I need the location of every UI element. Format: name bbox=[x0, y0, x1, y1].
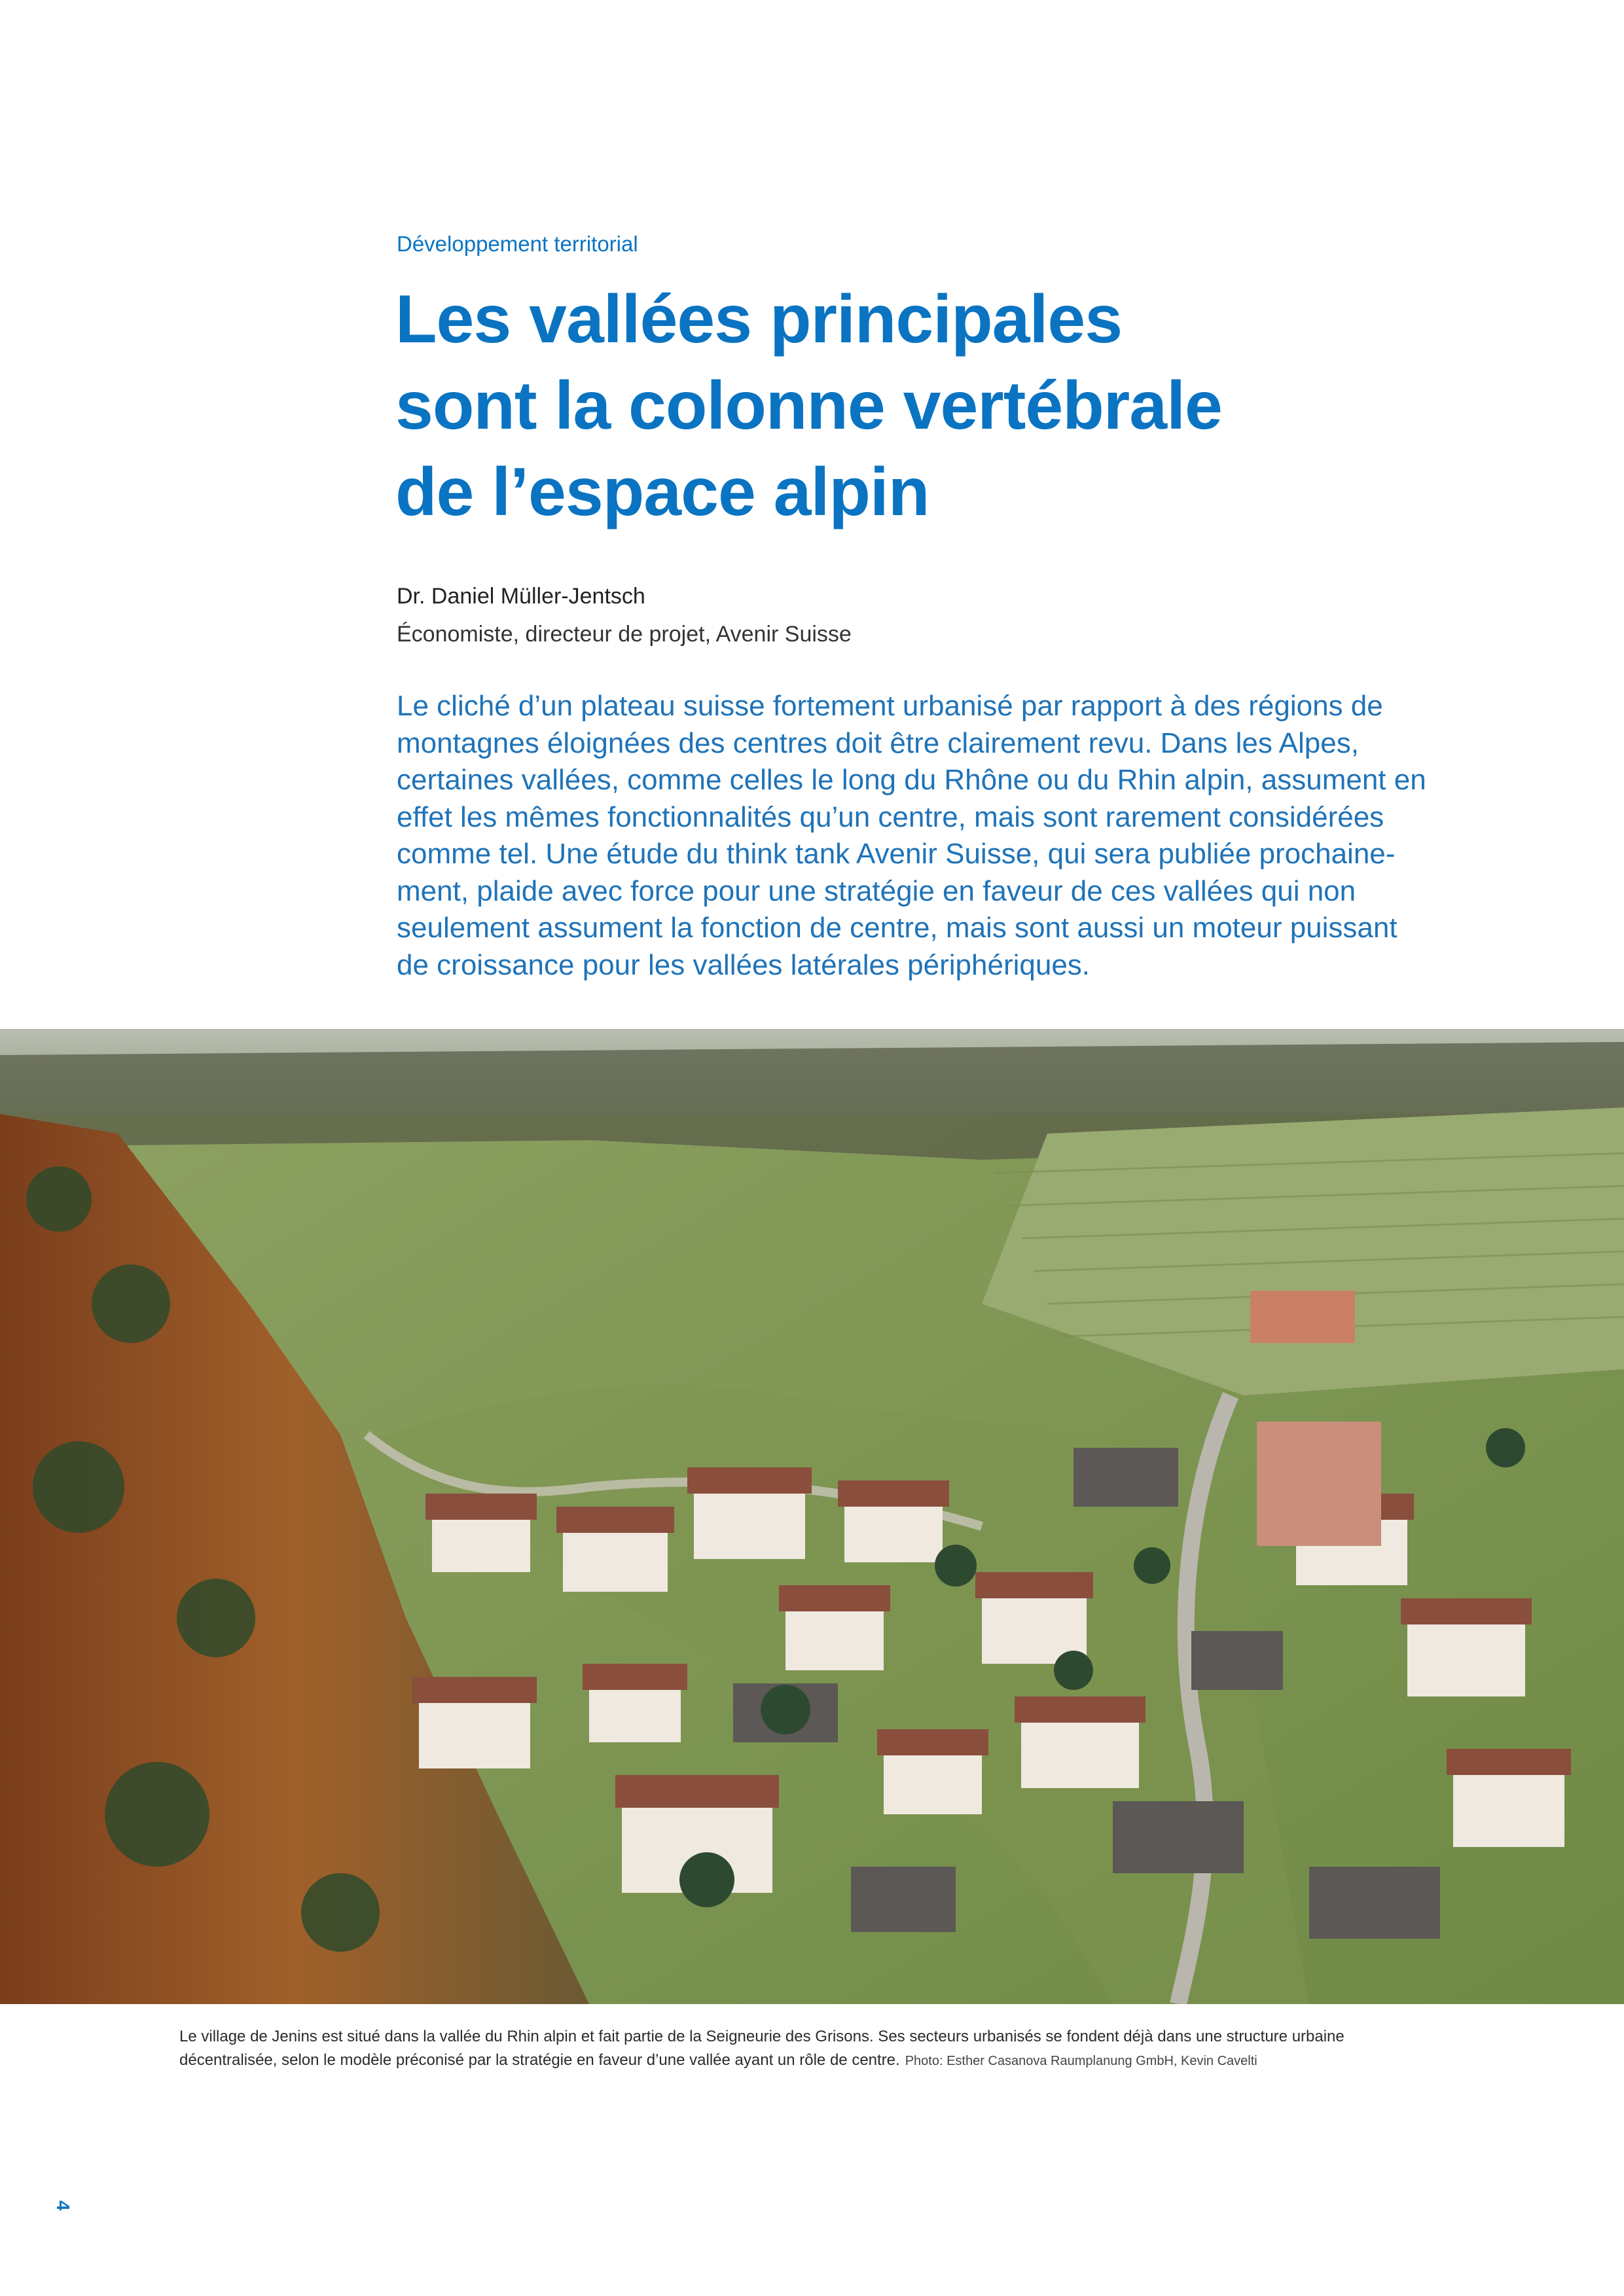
caption-line: Le village de Jenins est situé dans la vallée du Rhin alpin et fait partie de la Seigneurie des Grisons. Ses secteurs urbanisés se fondent déjà dans une structure urbaine bbox=[179, 2028, 1344, 2045]
lead-line: Le cliché d’un plateau suisse fortement urbanisé par rapport à des régions de bbox=[397, 690, 1383, 722]
pink-apartment-building bbox=[1257, 1422, 1381, 1546]
lead-line: seulement assument la fonction de centre, mais sont aussi un moteur puissant bbox=[397, 912, 1398, 944]
lead-line: effet les mêmes fonctionnalités qu’un centre, mais sont rarement considérées bbox=[397, 800, 1384, 833]
photo-illustration bbox=[0, 1029, 1624, 2004]
photo-credit: Photo: Esther Casanova Raumplanung GmbH, Kevin Cavelti bbox=[905, 2054, 1257, 2068]
section-label: Développement territorial bbox=[397, 232, 638, 256]
lead-line: ment, plaide avec force pour une stratégie en faveur de ces vallées qui non bbox=[397, 874, 1356, 907]
lead-line: montagnes éloignées des centres doit être clairement revu. Dans les Alpes, bbox=[397, 726, 1359, 759]
photo-caption bbox=[179, 2025, 1462, 2073]
lead-line: certaines vallées, comme celles le long du Rhône ou du Rhin alpin, assument en bbox=[397, 764, 1426, 796]
lead-paragraph bbox=[397, 688, 1431, 984]
page-number: 4 bbox=[53, 2200, 73, 2211]
author-name: Dr. Daniel Müller-Jentsch bbox=[397, 584, 645, 609]
title-line: sont la colonne vertébrale bbox=[395, 368, 1222, 444]
caption-line-2: décentralisée, selon le modèle préconisé par la stratégie en faveur d’une vallée ayant un rôle de centre. bbox=[179, 2051, 900, 2069]
author-role: Économiste, directeur de projet, Avenir Suisse bbox=[397, 622, 852, 647]
lead-line: comme tel. Une étude du think tank Avenir Suisse, qui sera publiée prochaine- bbox=[397, 838, 1396, 870]
aerial-village-photo bbox=[0, 1029, 1624, 2004]
title-line: Les vallées principales bbox=[395, 281, 1123, 357]
title-line: de l’espace alpin bbox=[395, 454, 929, 530]
lead-line: de croissance pour les vallées latérales périphériques. bbox=[397, 948, 1091, 981]
article-title bbox=[395, 276, 1508, 535]
caption-line bbox=[179, 2049, 1462, 2073]
